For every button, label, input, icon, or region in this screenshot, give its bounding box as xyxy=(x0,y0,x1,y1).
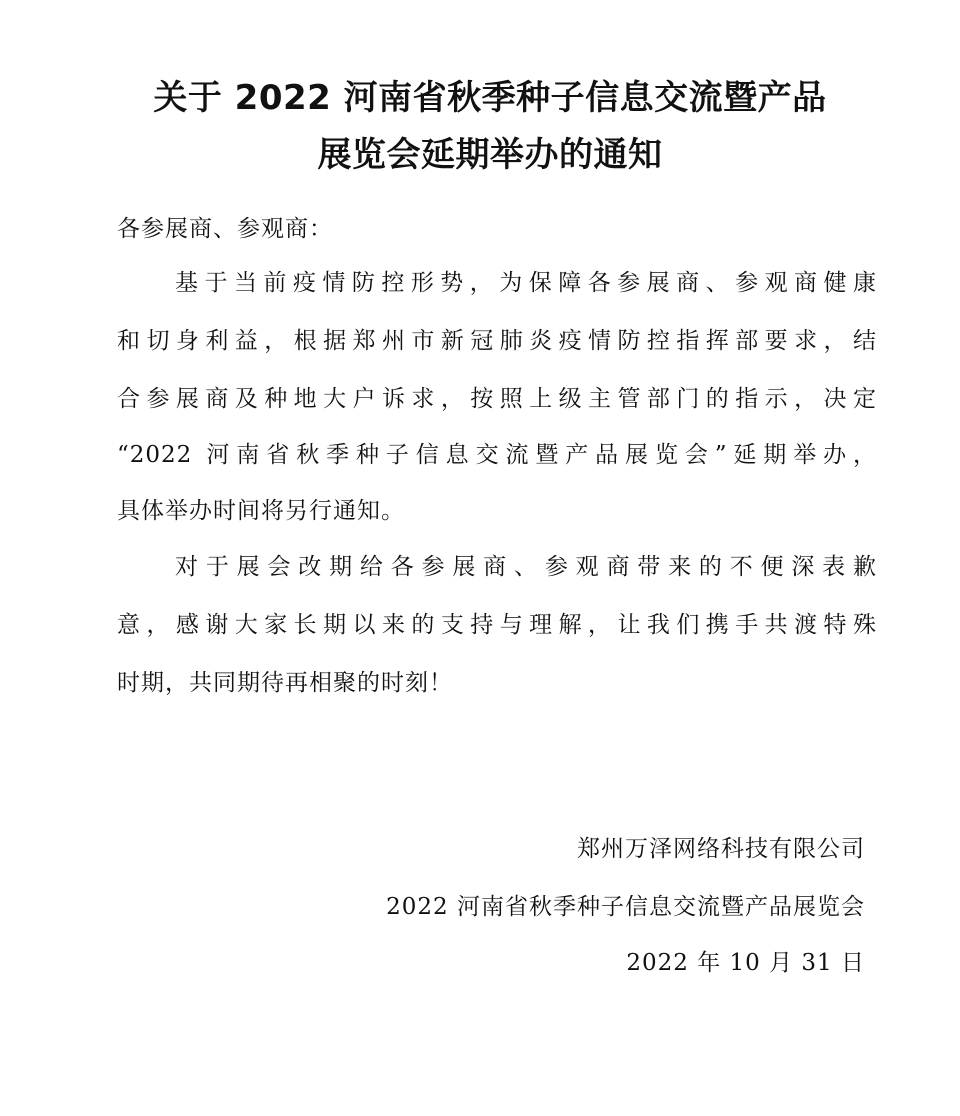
signature-exhibition: 2022 河南省秋季种子信息交流暨产品展览会 xyxy=(386,894,865,920)
paragraph-1-line-5: 具体举办时间将另行通知。 xyxy=(117,498,405,524)
paragraph-2-line-1: 对于展会改期给各参展商、参观商带来的不便深表歉 xyxy=(175,554,877,580)
paragraph-1-line-3: 合参展商及种地大户诉求，按照上级主管部门的指示，决定 xyxy=(117,386,877,412)
paragraph-2-line-2: 意，感谢大家长期以来的支持与理解，让我们携手共渡特殊 xyxy=(117,612,877,638)
signature-date: 2022 年 10 月 31 日 xyxy=(626,950,865,976)
paragraph-1-line-2: 和切身利益，根据郑州市新冠肺炎疫情防控指挥部要求，结 xyxy=(117,328,877,354)
signature-company: 郑州万泽网络科技有限公司 xyxy=(577,836,865,862)
paragraph-1-line-4: “2022 河南省秋季种子信息交流暨产品展览会”延期举办， xyxy=(117,442,877,468)
paragraph-2-line-3: 时期，共同期待再相聚的时刻！ xyxy=(117,670,453,696)
salutation: 各参展商、参观商： xyxy=(117,216,333,242)
notice-title-line-1: 关于 2022 河南省秋季种子信息交流暨产品 xyxy=(153,78,827,118)
notice-title-line-2: 展览会延期举办的通知 xyxy=(317,135,663,175)
paragraph-1-line-1: 基于当前疫情防控形势，为保障各参展商、参观商健康 xyxy=(175,270,877,296)
